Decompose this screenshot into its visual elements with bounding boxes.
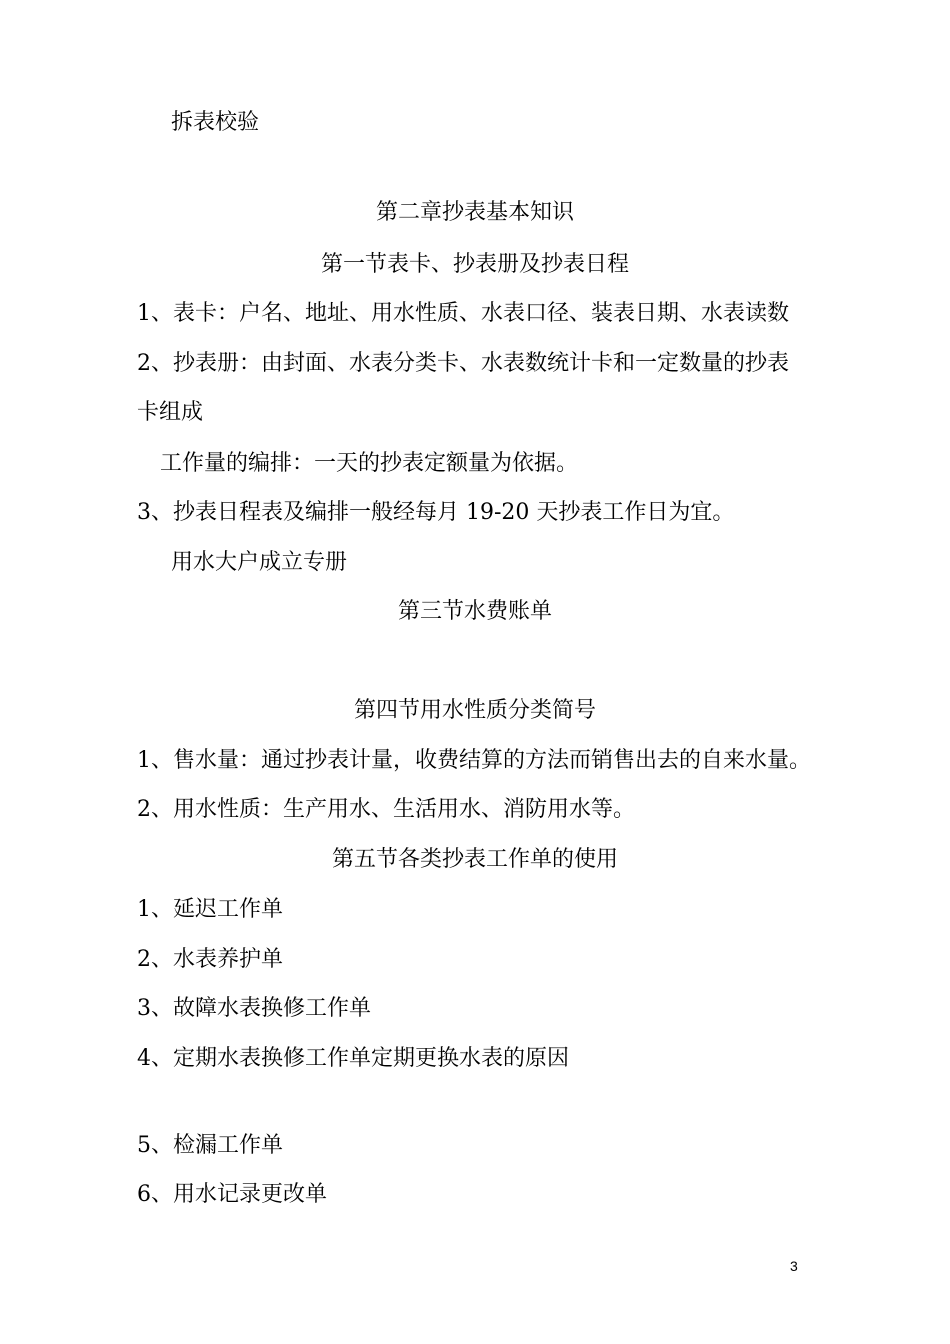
section-1-title: 第一节表卡、抄表册及抄表日程 — [320, 252, 629, 277]
section-5-title: 第五节各类抄表工作单的使用 — [331, 847, 618, 872]
list-item: 4、定期水表换修工作单定期更换水表的原因 — [137, 1046, 569, 1071]
list-item: 5、检漏工作单 — [137, 1133, 283, 1158]
list-item: 3、故障水表换修工作单 — [137, 996, 371, 1021]
list-item: 1、售水量：通过抄表计量，收费结算的方法而销售出去的自来水量。 — [137, 748, 811, 773]
list-item-continuation: 卡组成 — [137, 400, 204, 425]
chapter-title: 第二章抄表基本知识 — [375, 200, 574, 225]
list-item: 1、表卡：户名、地址、用水性质、水表口径、装表日期、水表读数 — [137, 301, 789, 326]
section-3-title: 第三节水费账单 — [397, 599, 552, 624]
text-line-large-users: 用水大户成立专册 — [171, 550, 348, 575]
list-item: 1、延迟工作单 — [137, 897, 283, 922]
list-item: 6、用水记录更改单 — [137, 1182, 327, 1207]
list-item: 2、抄表册：由封面、水表分类卡、水表数统计卡和一定数量的抄表 — [137, 351, 789, 376]
text-line-dismantle-check: 拆表校验 — [171, 110, 260, 135]
page-number: 3 — [790, 1258, 798, 1274]
list-item: 2、水表养护单 — [137, 947, 283, 972]
list-item: 2、用水性质：生产用水、生活用水、消防用水等。 — [137, 797, 635, 822]
section-4-title: 第四节用水性质分类简号 — [353, 698, 596, 723]
list-item: 3、抄表日程表及编排一般经每月 19-20 天抄表工作日为宜。 — [137, 500, 735, 525]
text-line-workload: 工作量的编排：一天的抄表定额量为依据。 — [160, 451, 579, 476]
